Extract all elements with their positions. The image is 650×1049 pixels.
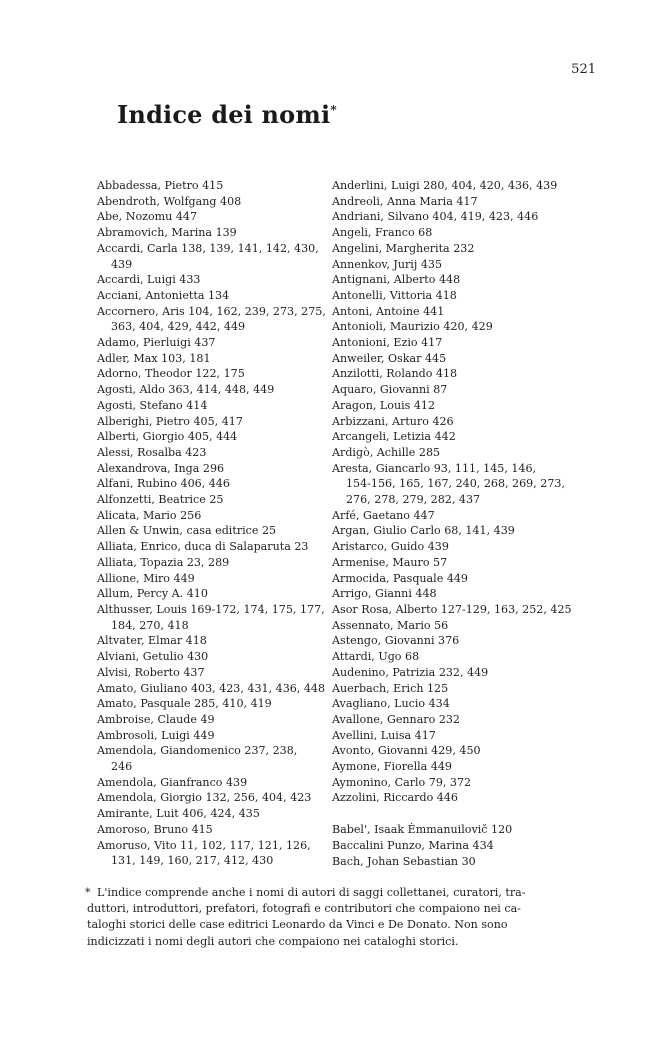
index-entry-line: Amoruso, Vito 11, 102, 117, 121, 126, bbox=[97, 838, 311, 852]
index-entry-line: Amoroso, Bruno 415 bbox=[97, 822, 213, 836]
index-entry-line: Accornero, Aris 104, 162, 239, 273, 275, bbox=[97, 304, 326, 318]
index-entry-line: Amendola, Giandomenico 237, 238, bbox=[97, 744, 298, 758]
index-entry bbox=[97, 633, 323, 649]
index-entry bbox=[97, 194, 323, 210]
index-entry bbox=[332, 790, 557, 806]
index-entry bbox=[97, 414, 323, 430]
index-entry-line: Aristarco, Guido 439 bbox=[332, 540, 449, 554]
index-entry bbox=[97, 382, 323, 398]
index-entry bbox=[332, 681, 557, 697]
index-entry bbox=[97, 665, 323, 681]
index-entry-line: Bach, Johan Sebastian 30 bbox=[332, 854, 476, 868]
index-entry-line: Alessi, Rosalba 423 bbox=[97, 445, 207, 459]
index-entry-line: Alexandrova, Inga 296 bbox=[97, 461, 225, 475]
index-entry-line: Allum, Percy A. 410 bbox=[97, 587, 208, 601]
index-entry-continuation: 439 bbox=[111, 257, 133, 271]
index-entry bbox=[332, 775, 557, 791]
index-entry-line: Annenkov, Jurij 435 bbox=[332, 257, 442, 271]
index-entry-line: Aquaro, Giovanni 87 bbox=[332, 383, 448, 397]
index-entry bbox=[332, 335, 557, 351]
index-entry bbox=[332, 838, 557, 854]
index-entry bbox=[97, 351, 323, 367]
index-entry bbox=[97, 602, 323, 633]
index-entry-line: Armenise, Mauro 57 bbox=[332, 555, 448, 569]
index-entry bbox=[97, 178, 323, 194]
index-entry-line: Allione, Miro 449 bbox=[97, 571, 195, 585]
index-entry-line: Abendroth, Wolfgang 408 bbox=[97, 194, 242, 208]
footnote bbox=[87, 885, 555, 950]
index-entry-line: Allen & Unwin, casa editrice 25 bbox=[97, 524, 277, 538]
index-entry-line: Avallone, Gennaro 232 bbox=[332, 712, 460, 726]
index-entry bbox=[97, 523, 323, 539]
index-entry bbox=[332, 618, 557, 634]
index-entry-line: Angelini, Margherita 232 bbox=[332, 241, 475, 255]
index-entry bbox=[332, 854, 557, 870]
index-entry-line: Aymonino, Carlo 79, 372 bbox=[332, 775, 472, 789]
index-entry-line: Ambrosoli, Luigi 449 bbox=[97, 728, 215, 742]
index-entry-continuation: 246 bbox=[111, 760, 133, 774]
footnote-line: duttori, introduttori, prefatori, fotografi e contributori che compaiono nei ca- bbox=[87, 902, 521, 916]
index-entry bbox=[97, 681, 326, 697]
index-entry-line: Alliata, Enrico, duca di Salaparuta 23 bbox=[97, 540, 309, 554]
index-entry bbox=[97, 492, 323, 508]
index-entry-line: Amirante, Luit 406, 424, 435 bbox=[97, 807, 260, 821]
index-entry bbox=[332, 696, 557, 712]
index-entry bbox=[332, 319, 557, 335]
index-entry-line: Avagliano, Lucio 434 bbox=[332, 697, 450, 711]
index-entry bbox=[332, 272, 557, 288]
index-entry bbox=[97, 272, 323, 288]
index-entry-line: Amato, Pasquale 285, 410, 419 bbox=[97, 697, 272, 711]
index-entry-line: Armocida, Pasquale 449 bbox=[332, 571, 468, 585]
index-entry-line: Alliata, Topazia 23, 289 bbox=[97, 555, 230, 569]
index-entry-line: Amendola, Giorgio 132, 256, 404, 423 bbox=[97, 791, 312, 805]
index-entry-line: Andriani, Silvano 404, 419, 423, 446 bbox=[332, 210, 539, 224]
index-entry-line: Alfani, Rubino 406, 446 bbox=[97, 477, 230, 491]
index-entry-line: Aresta, Giancarlo 93, 111, 145, 146, bbox=[332, 461, 537, 475]
footnote-line: indicizzati i nomi degli autori che compaiono nei cataloghi storici. bbox=[87, 934, 459, 948]
index-entry bbox=[332, 288, 557, 304]
index-entry-line: Arbizzani, Arturo 426 bbox=[332, 414, 454, 428]
footnote-reference: * bbox=[330, 103, 337, 117]
index-entry bbox=[332, 743, 557, 759]
index-entry-line: Arfé, Gaetano 447 bbox=[332, 508, 435, 522]
index-entry bbox=[332, 571, 557, 587]
index-entry-line: Arrigo, Gianni 448 bbox=[332, 587, 437, 601]
index-entry-line: Auerbach, Erich 125 bbox=[332, 681, 449, 695]
index-entry-line: Aymone, Fiorella 449 bbox=[332, 760, 452, 774]
index-entry bbox=[332, 429, 557, 445]
index-entry bbox=[332, 382, 557, 398]
index-entry bbox=[332, 414, 557, 430]
index-entry bbox=[97, 476, 323, 492]
index-entry-line: Agosti, Aldo 363, 414, 448, 449 bbox=[97, 383, 275, 397]
page-title-text: Indice dei nomi bbox=[117, 100, 331, 129]
index-entry-line: Audenino, Patrizia 232, 449 bbox=[332, 665, 489, 679]
index-entry bbox=[97, 335, 323, 351]
index-entry bbox=[97, 728, 323, 744]
index-entry bbox=[97, 241, 323, 272]
index-entry-line: Ardigò, Achille 285 bbox=[332, 445, 441, 459]
index-entry-continuation: 131, 149, 160, 217, 412, 430 bbox=[111, 854, 274, 868]
index-entry bbox=[332, 461, 565, 508]
index-entry-line: Baccalini Punzo, Marina 434 bbox=[332, 838, 494, 852]
index-entry-line: Antignani, Alberto 448 bbox=[332, 273, 461, 287]
index-entry-line: Asor Rosa, Alberto 127-129, 163, 252, 425 bbox=[332, 602, 572, 616]
index-entry-continuation: 184, 270, 418 bbox=[111, 618, 189, 632]
index-entry-line: Babel', Isaak Ėmmanuilovič 120 bbox=[332, 823, 513, 837]
index-entry-line: Avellini, Luisa 417 bbox=[332, 728, 436, 742]
index-entry bbox=[97, 696, 323, 712]
index-entry-line: Antonioni, Ezio 417 bbox=[332, 336, 443, 350]
index-entry bbox=[97, 539, 323, 555]
footnote-marker: * bbox=[85, 886, 91, 899]
index-column-right bbox=[332, 178, 572, 869]
index-entry bbox=[332, 209, 557, 225]
index-entry-continuation: 154-156, 165, 167, 240, 268, 269, 273, bbox=[346, 477, 565, 491]
index-entry bbox=[97, 790, 323, 806]
index-entry bbox=[332, 366, 557, 382]
index-entry bbox=[97, 555, 323, 571]
index-entry bbox=[97, 508, 323, 524]
index-entry-line: Ambroise, Claude 49 bbox=[97, 712, 215, 726]
index-entry bbox=[332, 555, 557, 571]
index-entry bbox=[97, 288, 323, 304]
index-entry bbox=[332, 508, 557, 524]
footnote-line: taloghi storici delle case editrici Leonardo da Vinci e De Donato. Non sono bbox=[87, 918, 508, 932]
index-entry-line: Anderlini, Luigi 280, 404, 420, 436, 439 bbox=[332, 179, 558, 192]
index-entry bbox=[332, 633, 557, 649]
index-entry bbox=[97, 429, 323, 445]
index-entry bbox=[332, 178, 557, 194]
index-entry bbox=[332, 351, 557, 367]
index-entry-line: Adorno, Theodor 122, 175 bbox=[97, 367, 245, 381]
index-entry bbox=[97, 775, 323, 791]
index-entry-line: Accardi, Luigi 433 bbox=[97, 273, 201, 287]
index-entry bbox=[97, 366, 323, 382]
index-entry bbox=[97, 304, 326, 335]
index-entry-line: Anweiler, Oskar 445 bbox=[332, 351, 447, 365]
index-entry bbox=[97, 571, 323, 587]
index-entry-line: Adamo, Pierluigi 437 bbox=[97, 336, 216, 350]
index-entry bbox=[97, 712, 323, 728]
index-entry-line: Adler, Max 103, 181 bbox=[97, 351, 211, 365]
index-entry bbox=[332, 445, 557, 461]
index-entry bbox=[332, 225, 557, 241]
index-entry-line: Antonelli, Vittoria 418 bbox=[332, 288, 457, 302]
index-entry-line: Amendola, Gianfranco 439 bbox=[97, 775, 248, 789]
index-entry-line: Astengo, Giovanni 376 bbox=[332, 634, 460, 648]
index-entry-line: Alicata, Mario 256 bbox=[97, 508, 202, 522]
index-entry-line: Agosti, Stefano 414 bbox=[97, 398, 208, 412]
index-entry bbox=[97, 806, 323, 822]
index-entry bbox=[332, 586, 557, 602]
index-entry-line: Assennato, Mario 56 bbox=[332, 618, 449, 632]
index-entry bbox=[97, 649, 323, 665]
index-entry-line: Altvater, Elmar 418 bbox=[97, 634, 207, 648]
index-entry-line: Althusser, Louis 169-172, 174, 175, 177, bbox=[97, 602, 325, 616]
index-entry bbox=[97, 461, 323, 477]
index-entry-line: Anzilotti, Rolando 418 bbox=[332, 367, 458, 381]
index-entry-line: Alviani, Getulio 430 bbox=[97, 650, 209, 664]
index-entry-line: Angeli, Franco 68 bbox=[332, 226, 433, 240]
index-entry-line: Azzolini, Riccardo 446 bbox=[332, 791, 458, 805]
index-entry-continuation: 276, 278, 279, 282, 437 bbox=[346, 493, 481, 507]
index-entry-line: Alberighi, Pietro 405, 417 bbox=[97, 414, 243, 428]
footnote-line: L'indice comprende anche i nomi di autori di saggi collettanei, curatori, tra- bbox=[97, 886, 526, 899]
index-section-gap bbox=[332, 806, 557, 822]
index-entry-line: Alberti, Giorgio 405, 444 bbox=[97, 430, 238, 444]
index-entry-line: Accardi, Carla 138, 139, 141, 142, 430, bbox=[97, 241, 319, 255]
page-title bbox=[117, 100, 337, 129]
index-entry-line: Antonioli, Maurizio 420, 429 bbox=[332, 320, 493, 334]
index-entry bbox=[332, 523, 557, 539]
index-entry bbox=[97, 445, 323, 461]
index-entry-line: Abe, Nozomu 447 bbox=[97, 210, 198, 224]
index-entry bbox=[332, 665, 557, 681]
index-entry bbox=[332, 712, 557, 728]
index-entry bbox=[97, 586, 323, 602]
index-entry-line: Alvisi, Roberto 437 bbox=[97, 665, 205, 679]
index-entry-line: Amato, Giuliano 403, 423, 431, 436, 448 bbox=[97, 681, 326, 695]
index-entry bbox=[332, 822, 557, 838]
index-entry bbox=[332, 649, 557, 665]
index-entry bbox=[332, 398, 557, 414]
index-entry-line: Antoni, Antoine 441 bbox=[332, 304, 445, 318]
index-entry-line: Andreoli, Anna Maria 417 bbox=[332, 194, 478, 208]
index-entry bbox=[332, 602, 572, 618]
index-entry-line: Arcangeli, Letizia 442 bbox=[332, 430, 456, 444]
index-entry bbox=[97, 838, 323, 869]
index-entry bbox=[97, 225, 323, 241]
index-entry bbox=[332, 728, 557, 744]
page-number: 521 bbox=[571, 62, 596, 77]
index-entry bbox=[97, 822, 323, 838]
index-entry-continuation: 363, 404, 429, 442, 449 bbox=[111, 320, 246, 334]
index-entry-line: Attardi, Ugo 68 bbox=[332, 650, 420, 664]
index-entry-line: Aragon, Louis 412 bbox=[332, 398, 436, 412]
index-entry-line: Acciani, Antonietta 134 bbox=[97, 288, 230, 302]
index-entry-line: Avonto, Giovanni 429, 450 bbox=[332, 744, 481, 758]
index-column-left bbox=[97, 178, 326, 869]
index-entry bbox=[332, 539, 557, 555]
index-entry bbox=[332, 257, 557, 273]
index-entry bbox=[97, 398, 323, 414]
index-entry bbox=[97, 743, 323, 774]
index-entry-line: Alfonzetti, Beatrice 25 bbox=[97, 493, 224, 507]
index-entry bbox=[332, 759, 557, 775]
index-entry bbox=[332, 194, 557, 210]
index-entry-line: Argan, Giulio Carlo 68, 141, 439 bbox=[332, 524, 515, 538]
index-entry-line: Abbadessa, Pietro 415 bbox=[97, 179, 224, 192]
index-entry bbox=[97, 209, 323, 225]
index-entry bbox=[332, 304, 557, 320]
index-entry-line: Abramovich, Marina 139 bbox=[97, 226, 237, 240]
index-entry bbox=[332, 241, 557, 257]
